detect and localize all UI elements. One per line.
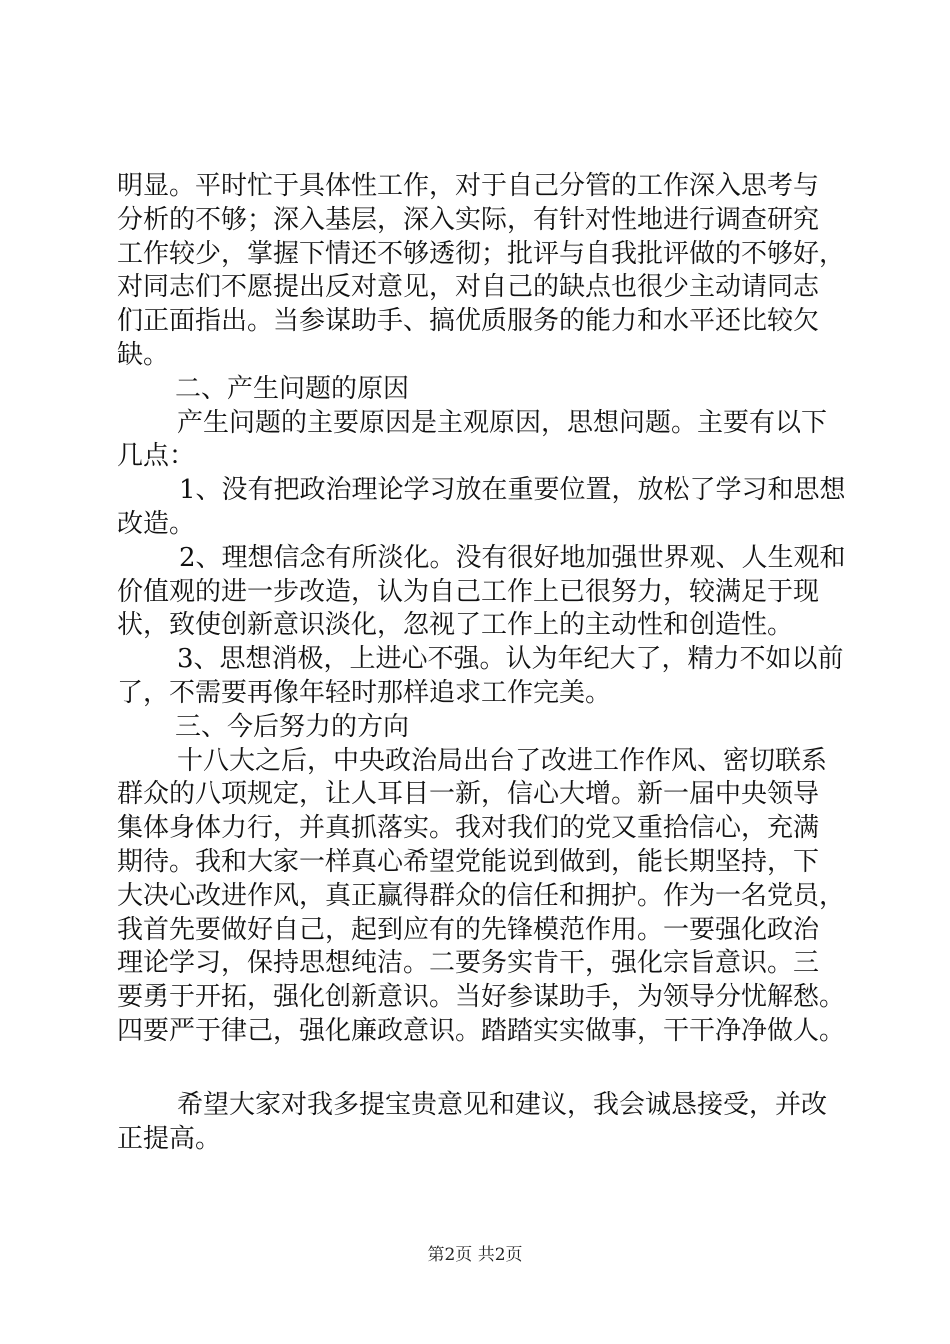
document-body (117, 170, 847, 1156)
text-line: 明显。平时忙于具体性工作，对于自己分管的工作深入思考与 (117, 171, 820, 201)
page-number-footer: 第2页 共2页 (427, 1245, 523, 1265)
text-line: 几点： (117, 441, 196, 472)
text-line: 理论学习，保持思想纯洁。二要务实肯干，强化宗旨意识。三 (117, 948, 820, 979)
text-line: 十八大之后，中央政治局出台了改进工作作风、密切联系 (177, 745, 828, 776)
text-line: 工作较少，掌握下情还不够透彻；批评与自我批评做的不够好， (117, 238, 846, 269)
text-line: 产生问题的主要原因是主观原因，思想问题。主要有以下 (177, 407, 828, 438)
text-line: 价值观的进一步改造，认为自己工作上已很努力，较满足于现 (117, 576, 820, 607)
text-line: 四要严于律己，强化廉政意识。踏踏实实做事，干干净净做人。 (117, 1015, 846, 1046)
list-item-1: 1、没有把政治理论学习放在重要位置，放松了学习和思想 (179, 475, 846, 506)
text-line: 集体身体力行，并真抓落实。我对我们的党又重拾信心，充满 (117, 813, 820, 844)
paragraph-gap (117, 1049, 847, 1089)
text-line: 对同志们不愿提出反对意见，对自己的缺点也很少主动请同志 (117, 272, 820, 303)
section-heading-causes: 二、产生问题的原因 (175, 373, 410, 404)
text-line: 要勇于开拓，强化创新意识。当好参谋助手，为领导分忧解愁。 (117, 982, 846, 1013)
text-line: 缺。 (117, 339, 170, 370)
text-line: 改造。 (117, 508, 196, 539)
text-line: 我首先要做好自己，起到应有的先锋模范作用。一要强化政治 (117, 914, 820, 945)
text-line: 分析的不够；深入基层，深入实际，有针对性地进行调查研究 (117, 204, 820, 235)
text-line: 希望大家对我多提宝贵意见和建议，我会诚恳接受，并改 (177, 1089, 828, 1120)
section-heading-direction: 三、今后努力的方向 (175, 711, 410, 742)
text-line: 了，不需要再像年轻时那样追求工作完美。 (117, 677, 612, 708)
text-line: 群众的八项规定，让人耳目一新，信心大增。新一届中央领导 (117, 779, 820, 810)
text-line: 正提高。 (117, 1123, 222, 1154)
list-item-2: 2、理想信念有所淡化。没有很好地加强世界观、人生观和 (179, 542, 846, 573)
text-line: 期待。我和大家一样真心希望党能说到做到，能长期坚持，下 (117, 846, 820, 877)
list-item-3: 3、思想消极，上进心不强。认为年纪大了，精力不如以前 (177, 644, 844, 675)
text-line: 们正面指出。当参谋助手、搞优质服务的能力和水平还比较欠 (117, 306, 820, 337)
text-line: 状，致使创新意识淡化，忽视了工作上的主动性和创造性。 (117, 610, 794, 641)
text-line: 大决心改进作风，真正赢得群众的信任和拥护。作为一名党员， (117, 880, 846, 911)
